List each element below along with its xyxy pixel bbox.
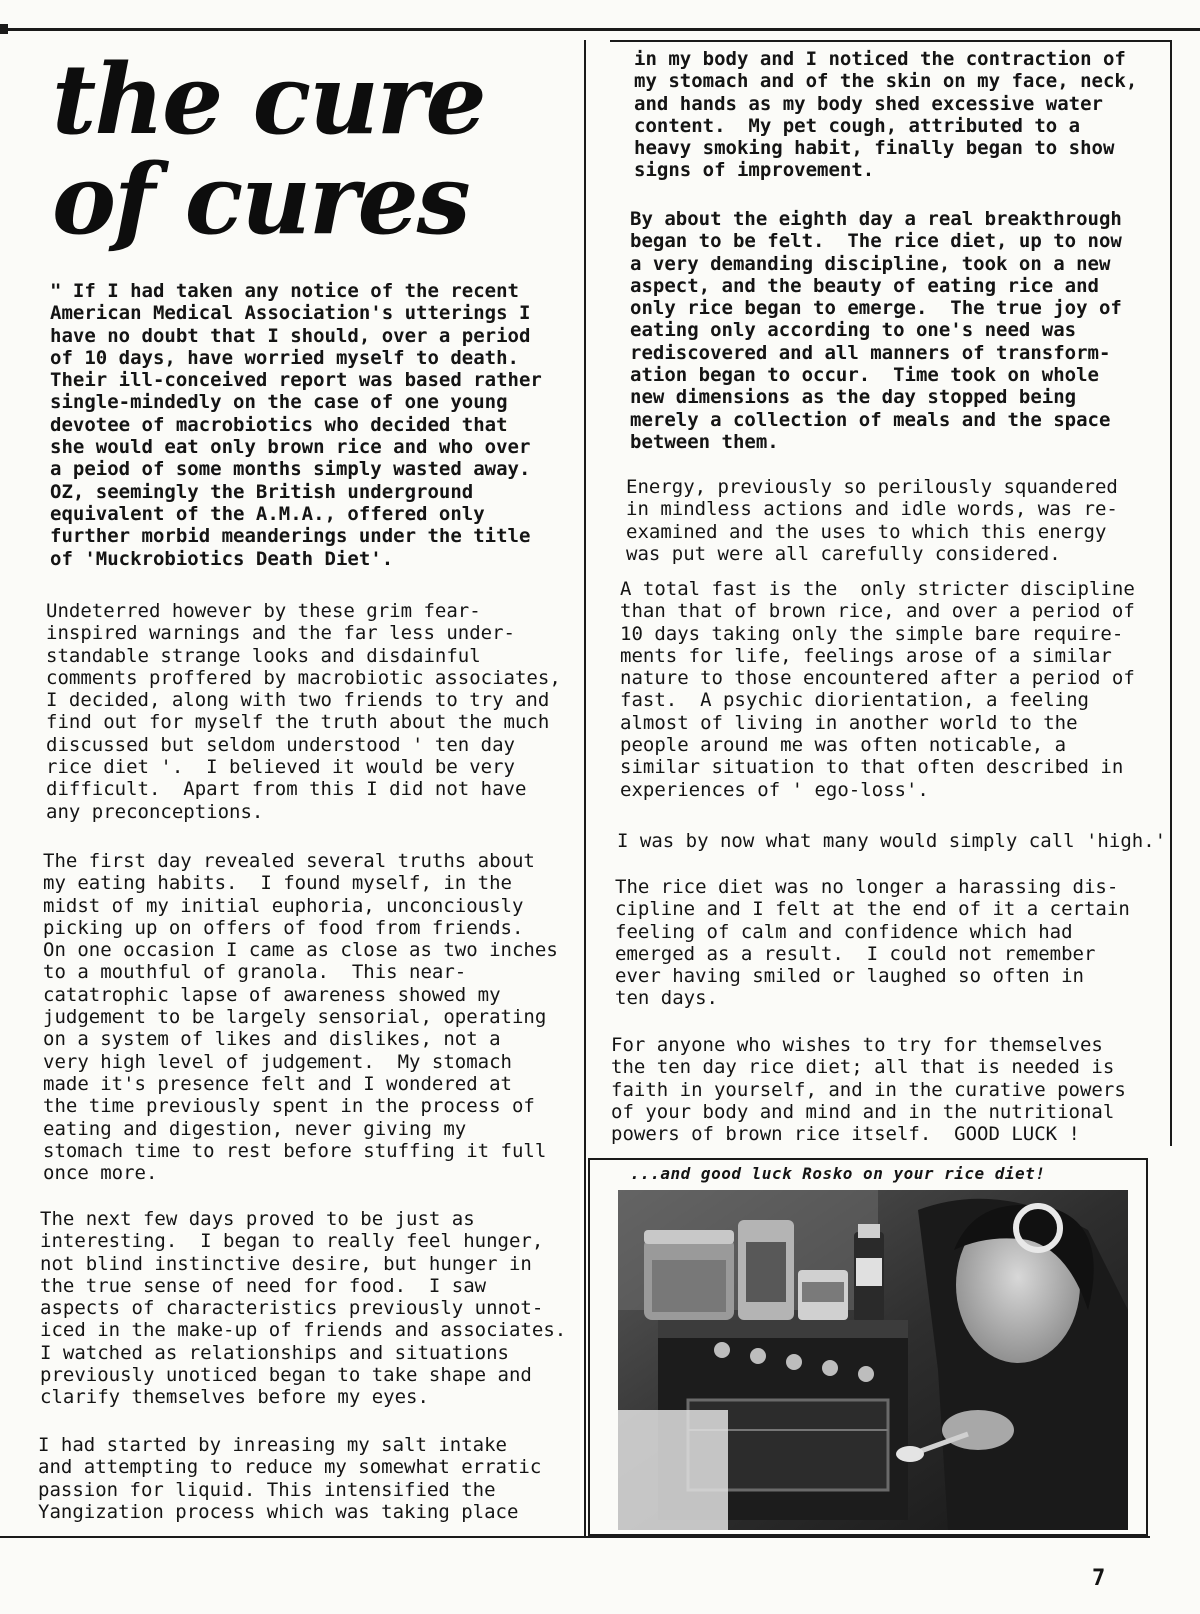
photo-caption: ...and good luck Rosko on your rice diet! xyxy=(630,1164,1046,1183)
column-divider xyxy=(584,40,586,1536)
right-paragraph-7: For anyone who wishes to try for themselves the ten day rice diet; all that is needed is faith in yourself, and in the curative powers of your body and mind and in the nutritional powers of brown rice itself. GOOD LUCK ! xyxy=(611,1034,1126,1146)
left-paragraph-5: I had started by inreasing my salt intake and attempting to reduce my somewhat erratic passion for liquid. This intensified the Yangization process which was taking place xyxy=(38,1434,542,1523)
top-rule xyxy=(0,28,1200,31)
page-number: 7 xyxy=(1092,1566,1106,1591)
title-line-1: the cure xyxy=(52,43,485,156)
article-title xyxy=(52,43,552,256)
right-paragraph-6: The rice diet was no longer a harassing dis- cipline and I felt at the end of it a certain feeling of calm and confidence which had emerged as a result. I could not remember ever having smiled or laughed so often in ten days. xyxy=(615,876,1130,1010)
right-paragraph-5: I was by now what many would simply call 'high.' xyxy=(617,830,1167,852)
right-paragraph-4: A total fast is the only stricter discipline than that of brown rice, and over a period of 10 days taking only the simple bare require- ments for life, feelings arose of a similar nature to those encountered after a period of fast. A psychic diorientation, a feeling almost of living in another world to the people around me was often noticable, a similar situation to that often described in experiences of ' ego-loss'. xyxy=(620,578,1135,801)
left-paragraph-1: " If I had taken any notice of the recent American Medical Association's utterings I have no doubt that I should, over a period of 10 days, have worried myself to death. Their ill-conceived report was based rather single-mindedly on the case of one young devotee of macrobiotics who decided that she would eat only brown rice and who over a peiod of some months simply wasted away. OZ, seemingly the British underground equivalent of the A.M.A., offered only further morbid meanderings under the title of 'Muckrobiotics Death Diet'. xyxy=(50,280,542,570)
right-paragraph-3: Energy, previously so perilously squandered in mindless actions and idle words, was re- examined and the uses to which this energy was put were all carefully considered. xyxy=(626,476,1118,565)
left-paragraph-3: The first day revealed several truths about my eating habits. I found myself, in the midst of my initial euphoria, unconciously picking up on offers of food from friends. On one occasion I came as close as two inches to a mouthful of granola. This near- catatrophic lapse of awareness showed my judgement to be largely sensorial, operating on a system of likes and dislikes, not a very high level of judgement. My stomach made it's presence felt and I wondered at the time previously spent in the process of eating and digestion, never giving my stomach time to rest before stuffing it full once more. xyxy=(43,850,558,1185)
left-paragraph-4: The next few days proved to be just as interesting. I began to really feel hunger, not blind instinctive desire, but hunger in the true sense of need for food. I saw aspects of characteristics previously unnot- iced in the make-up of friends and associates. I watched as relationships and situations previously unoticed began to take shape and clarify themselves before my eyes. xyxy=(40,1208,567,1409)
rice-diet-photo xyxy=(618,1190,1128,1530)
title-line-2: of cures xyxy=(52,143,469,256)
right-paragraph-2: By about the eighth day a real breakthrough began to be felt. The rice diet, up to now a very demanding discipline, took on a new aspect, and the beauty of eating rice and only rice began to emerge. The true joy of eating only according to one's need was rediscovered and all manners of transform- ation began to occur. Time took on whole new dimensions as the day stopped being merely a collection of meals and the space between them. xyxy=(630,208,1122,453)
bottom-rule xyxy=(0,1536,1150,1538)
left-paragraph-2: Undeterred however by these grim fear- inspired warnings and the far less under- standable strange looks and disdainful comments proffered by macrobiotic associates, I decided, along with two friends to try and find out for myself the truth about the much discussed but seldom understood ' ten day rice diet '. I believed it would be very difficult. Apart from this I did not have any preconceptions. xyxy=(46,600,561,823)
right-paragraph-1: in my body and I noticed the contraction of my stomach and of the skin on my face, neck, and hands as my body shed excessive water content. My pet cough, attributed to a heavy smoking habit, finally began to show signs of improvement. xyxy=(634,48,1138,182)
